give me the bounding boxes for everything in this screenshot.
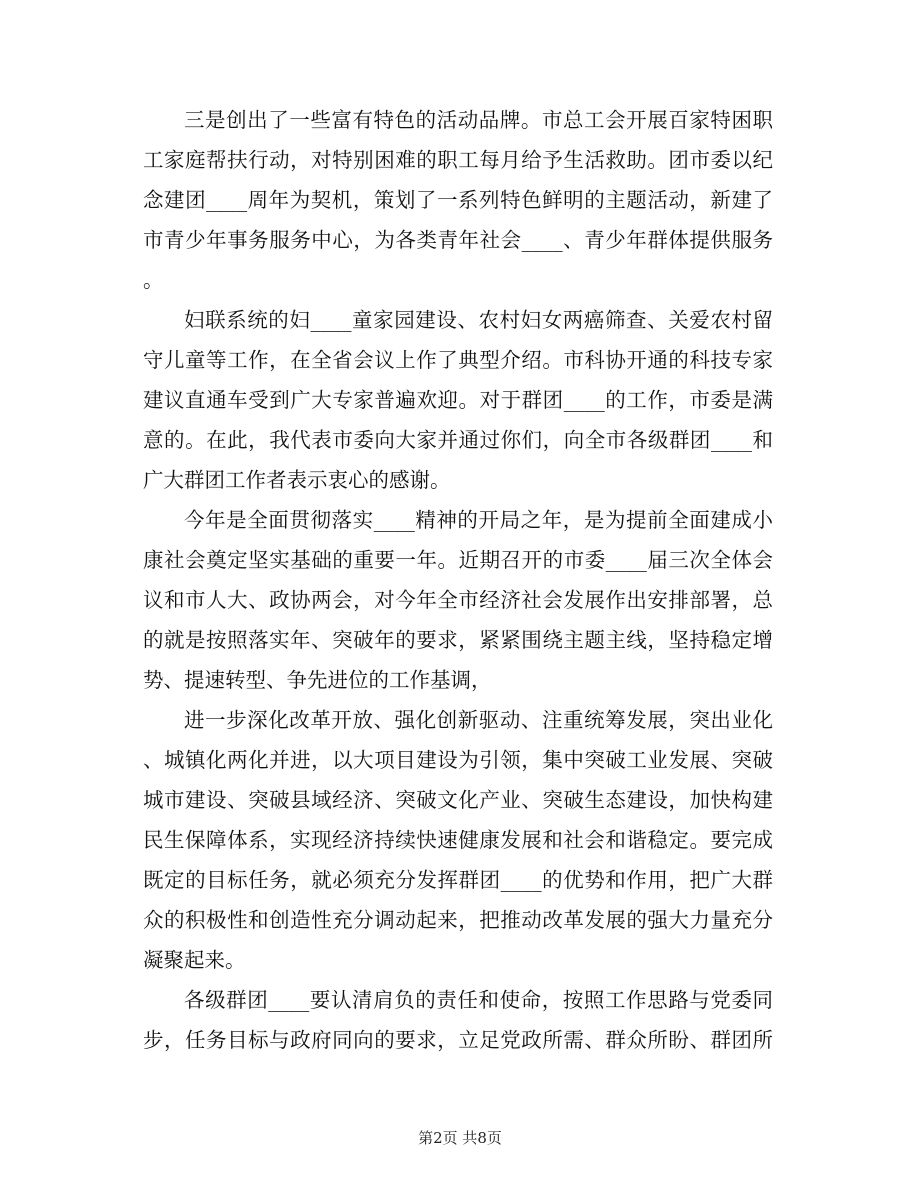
- text-line: 、城镇化两化并进，以大项目建设为引领，集中突破工业发展、突破: [143, 748, 773, 772]
- text-line: 今年是全面贯彻落实____精神的开局之年，是为提前全面建成小: [184, 508, 773, 532]
- text-line: 广大群团工作者表示衷心的感谢。: [143, 468, 451, 492]
- text-line: 民生保障体系，实现经济持续快速健康发展和社会和谐稳定。要完成: [143, 828, 773, 852]
- text-line: 既定的目标任务，就必须充分发挥群团____的优势和作用，把广大群: [143, 868, 773, 892]
- text-line: 三是创出了一些富有特色的活动品牌。市总工会开展百家特困职: [184, 108, 773, 132]
- text-line: 。: [143, 268, 164, 292]
- text-line: 进一步深化改革开放、强化创新驱动、注重统筹发展，突出业化: [184, 708, 773, 732]
- text-line: 康社会奠定坚实基础的重要一年。近期召开的市委____届三次全体会: [143, 548, 773, 572]
- text-line: 意的。在此，我代表市委向大家并通过你们，向全市各级群团____和: [143, 428, 773, 452]
- text-line: 议和市人大、政协两会，对今年全市经济社会发展作出安排部署，总: [143, 588, 773, 612]
- page-number: 第2页 共8页: [418, 1129, 502, 1147]
- text-line: 步，任务目标与政府同向的要求，立足党政所需、群众所盼、群团所: [143, 1028, 773, 1052]
- text-line: 工家庭帮扶行动，对特别困难的职工每月给予生活救助。团市委以纪: [143, 148, 773, 172]
- text-line: 各级群团____要认清肩负的责任和使命，按照工作思路与党委同: [184, 988, 773, 1012]
- document-body: [143, 100, 773, 1060]
- text-line: 建议直通车受到广大专家普遍欢迎。对于群团____的工作，市委是满: [143, 388, 773, 412]
- text-line: 的就是按照落实年、突破年的要求，紧紧围绕主题主线，坚持稳定增: [143, 628, 773, 652]
- text-line: 守儿童等工作，在全省会议上作了典型介绍。市科协开通的科技专家: [143, 348, 773, 372]
- text-line: 众的积极性和创造性充分调动起来，把推动改革发展的强大力量充分: [143, 908, 773, 932]
- text-line: 市青少年事务服务中心，为各类青年社会____、青少年群体提供服务: [143, 228, 773, 252]
- text-line: 凝聚起来。: [143, 948, 246, 972]
- text-line: 念建团____周年为契机，策划了一系列特色鲜明的主题活动，新建了: [143, 188, 773, 212]
- text-line: 城市建设、突破县域经济、突破文化产业、突破生态建设，加快构建: [143, 788, 773, 812]
- text-line: 势、提速转型、争先进位的工作基调，: [143, 668, 492, 692]
- text-line: 妇联系统的妇____童家园建设、农村妇女两癌筛查、关爱农村留: [184, 308, 773, 332]
